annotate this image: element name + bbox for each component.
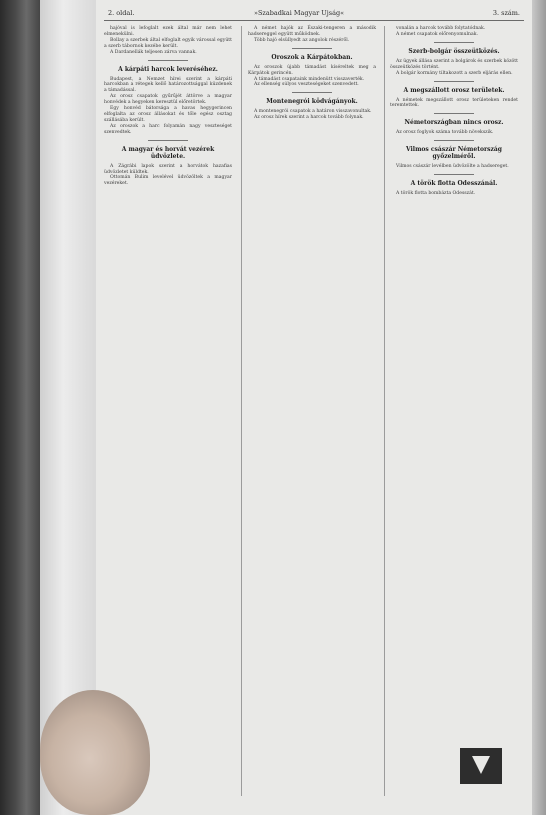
article-heading: Németországban nincs orosz. bbox=[404, 119, 504, 127]
column-3 bbox=[390, 26, 518, 197]
paragraph: A bolgár kormány tiltakozott a szerb eljárás ellen. bbox=[396, 70, 513, 76]
paragraph: A német csapatok előrenyomulnak. bbox=[396, 31, 478, 37]
article-heading: A megszállott orosz területek. bbox=[403, 86, 505, 94]
article-heading: Montenegrói ködvágányok. bbox=[266, 98, 358, 106]
paragraph: A német hajók az Északi-tengeren a második hadsereggel együtt működnek. bbox=[248, 26, 376, 37]
column-separator bbox=[384, 26, 385, 796]
divider bbox=[434, 42, 474, 43]
page-edge bbox=[532, 0, 546, 815]
column-1 bbox=[104, 26, 232, 187]
divider bbox=[434, 174, 474, 175]
article-heading: A kárpáti harcok leveréséhez. bbox=[118, 65, 218, 73]
article-heading: Oroszok a Kárpátokban. bbox=[271, 53, 353, 61]
newspaper-title: »Szabadkai Magyar Ujság« bbox=[254, 9, 345, 17]
paragraph: Az orosz hírek szerint a harcok tovább folynak. bbox=[254, 115, 364, 121]
paragraph: vonalán a harcok tovább folytatódnak. bbox=[396, 26, 486, 31]
paragraph: Az orosz csapatok gyűrűjét áttörve a magyar honvédek a hegyeken keresztül előretörtek. bbox=[104, 94, 232, 106]
page-number: 2. oldal. bbox=[108, 9, 135, 17]
page-header bbox=[104, 8, 524, 21]
paragraph: A németek megszállott orosz területeken rendet teremtettek. bbox=[390, 97, 518, 109]
paragraph: Vilmos császár levélben üdvözölte a hadsereget. bbox=[396, 164, 509, 170]
paragraph: A montenegrói csapatok a határon visszavonultak. bbox=[254, 109, 372, 115]
paragraph: Egy honvéd bátorsága a havas hegygerincen elfoglalta az orosz állásokat és tőle egész osztag szállásába került. bbox=[104, 106, 232, 123]
article-heading: Vilmos császár Németország győzelméről. bbox=[405, 146, 503, 161]
divider bbox=[434, 113, 474, 114]
paragraph: A Dardanellák teljesen zárva vannak. bbox=[110, 49, 197, 55]
article-heading: A török flotta Odesszánál. bbox=[410, 180, 498, 188]
paragraph: Az oroszok a harc folyamán nagy veszteséget szenvedtek. bbox=[104, 123, 232, 135]
divider bbox=[148, 60, 188, 61]
article-heading: A magyar és horvát vezérek üdvözlete. bbox=[121, 145, 215, 160]
paragraph: A török flotta bombázta Odesszát. bbox=[396, 191, 476, 197]
paragraph: Budapest, a Nemzet hírei szerint a kárpáti harcokban a rétegek kellő határozottsággal küzdenek a támadással. bbox=[104, 76, 232, 94]
paragraph: Több hajó elsüllyedt az angolok részéről. bbox=[254, 37, 350, 43]
book-binding bbox=[0, 0, 44, 815]
paragraph: Az orosz foglyok száma tovább növekszik. bbox=[396, 130, 494, 136]
divider bbox=[292, 92, 332, 93]
paragraph: Bollay a szerbek által elfoglalt egyik várossal együtt a szerb tábornok kezébe került. bbox=[104, 37, 232, 49]
issue-number: 3. szám. bbox=[492, 9, 520, 17]
thumb-holding-page bbox=[40, 690, 150, 815]
divider bbox=[434, 81, 474, 82]
paragraph: hajóval is lefoglalt ezek által már nem lehet elmenekülni. bbox=[104, 26, 232, 37]
paragraph: A támadást csapataink mindenütt visszaverték. bbox=[254, 76, 365, 82]
column-2 bbox=[248, 26, 376, 121]
paragraph: Az ellenség súlyos veszteségeket szenvedett. bbox=[254, 82, 359, 88]
paragraph: A Zágrábi lapok szerint a horvátok hazafias üdvözletet küldtek. bbox=[104, 163, 232, 175]
printer-emblem bbox=[460, 748, 502, 784]
newspaper-page bbox=[96, 0, 532, 815]
divider bbox=[148, 140, 188, 141]
paragraph: Az oroszok újabb támadást kíséreltek meg a Kárpátok gerincén. bbox=[248, 64, 376, 76]
article-heading: Szerb-bolgár összeütközés. bbox=[408, 47, 500, 55]
triangle-icon bbox=[472, 756, 490, 774]
divider bbox=[292, 48, 332, 49]
paragraph: Az ügyek állása szerint a bolgárok és szerbek között összeütközés történt. bbox=[390, 58, 518, 70]
paragraph: Ottomán Bulim levelével üdvözöltek a magyar vezéreket. bbox=[104, 175, 232, 187]
column-separator bbox=[241, 26, 242, 796]
divider bbox=[434, 140, 474, 141]
